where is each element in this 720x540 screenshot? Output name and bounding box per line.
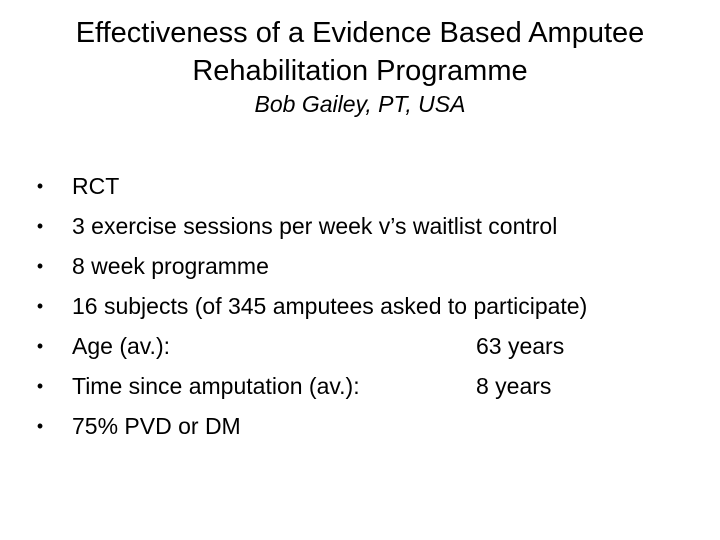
bullet-text: RCT [72,173,120,199]
slide-author: Bob Gailey, PT, USA [254,91,466,117]
bullet-value: 63 years [476,333,565,359]
bullet-item-time-since-amputation [0,366,720,406]
bullet-dot-icon: • [36,176,44,196]
bullet-item-subjects [0,286,720,326]
bullet-item-programme-length [0,246,720,286]
bullet-dot-icon: • [36,296,44,316]
bullet-dot-icon: • [36,216,44,236]
slide-title [40,14,680,90]
bullet-dot-icon: • [36,256,44,276]
slide-title-line-2: Rehabilitation Programme [192,55,528,87]
bullet-item-age [0,326,720,366]
bullet-value: 8 years [476,373,552,399]
bullet-text: 3 exercise sessions per week v’s waitlist control [72,213,558,239]
bullet-item-exercise-sessions [0,206,720,246]
bullet-list [0,166,720,446]
bullet-text: Time since amputation (av.): [72,373,360,399]
bullet-dot-icon: • [36,416,44,436]
slide-title-line-1: Effectiveness of a Evidence Based Amputee [75,17,645,49]
bullet-text: 75% PVD or DM [72,413,241,439]
bullet-item-pvd-dm [0,406,720,446]
bullet-text: 16 subjects (of 345 amputees asked to participate) [72,293,588,319]
bullet-dot-icon: • [36,336,44,356]
bullet-dot-icon: • [36,376,44,396]
bullet-text: Age (av.): [72,333,170,359]
bullet-text: 8 week programme [72,253,269,279]
bullet-item-rct [0,166,720,206]
